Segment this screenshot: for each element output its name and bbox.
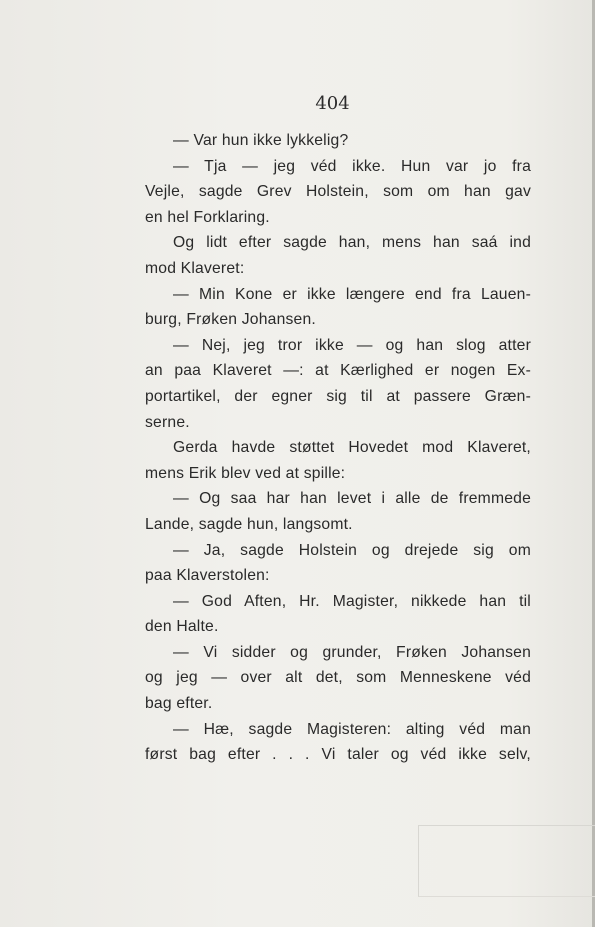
- text-line: mens Erik blev ved at spille:: [145, 464, 346, 482]
- scan-artifact-box: [418, 825, 595, 897]
- text-line: — Vi sidder og grunder, Frøken Johansen: [173, 643, 531, 661]
- body-text: [145, 128, 531, 768]
- text-line: portartikel, der egner sig til at passere Græn-: [145, 387, 531, 405]
- text-line: serne.: [145, 413, 190, 431]
- text-line: — Tja — jeg véd ikke. Hun var jo fra: [173, 157, 531, 175]
- text-line: en hel Forklaring.: [145, 208, 270, 226]
- text-line: — Hæ, sagde Magisteren: alting véd man: [173, 720, 531, 738]
- text-line: Lande, sagde hun, langsomt.: [145, 515, 353, 533]
- text-line: og jeg — over alt det, som Menneskene véd: [145, 669, 531, 687]
- text-line: an paa Klaveret —: at Kærlighed er nogen Ex-: [145, 362, 531, 380]
- text-line: — Var hun ikke lykkelig?: [173, 132, 349, 149]
- page-number: 404: [315, 93, 350, 114]
- text-line: — Ja, sagde Holstein og drejede sig om: [173, 541, 531, 559]
- text-line: først bag efter . . . Vi taler og véd ikke selv,: [145, 746, 531, 764]
- text-line: — Nej, jeg tror ikke — og han slog atter: [173, 336, 531, 354]
- text-line: bag efter.: [145, 695, 213, 713]
- text-line: Gerda havde støttet Hovedet mod Klaveret,: [173, 439, 531, 457]
- text-line: mod Klaveret:: [145, 259, 245, 277]
- text-line: paa Klaverstolen:: [145, 567, 270, 585]
- text-line: burg, Frøken Johansen.: [145, 311, 316, 329]
- text-line: Vejle, sagde Grev Holstein, som om han gav: [145, 183, 531, 201]
- text-line: den Halte.: [145, 618, 219, 636]
- text-line: — Og saa har han levet i alle de fremmede: [173, 490, 531, 508]
- text-line: — Min Kone er ikke længere end fra Lauen-: [173, 285, 531, 303]
- text-line: — God Aften, Hr. Magister, nikkede han til: [173, 592, 531, 610]
- text-line: Og lidt efter sagde han, mens han saá ind: [173, 234, 531, 252]
